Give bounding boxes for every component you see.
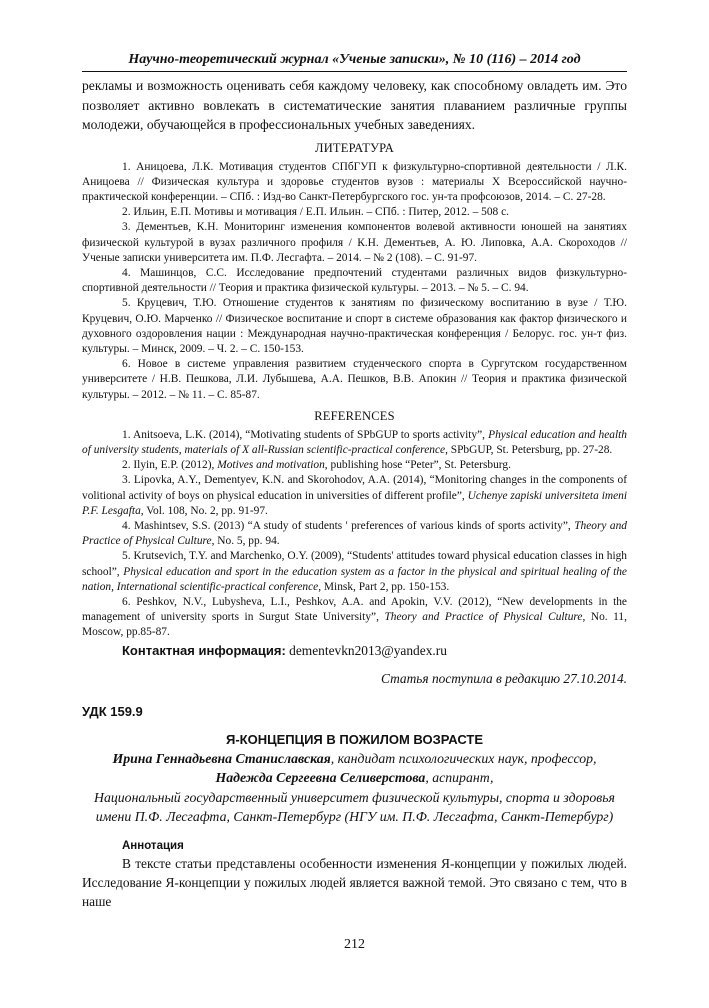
reference-text: , No. 5, pp. 94.: [211, 535, 280, 548]
udk-code: УДК 159.9: [82, 703, 143, 719]
literature-item: 4. Машинцов, С.С. Исследование предпочтений студентами различных видов физкультурно-спортивной деятельности // Теория и практика физической культуры. – 2013. – № 5. – С. 94.: [82, 266, 627, 295]
literature-item: 3. Дементьев, К.Н. Мониторинг изменения компонентов волевой активности юношей на занятиях физической культурой в вузах различного профиля / К.Н. Дементьев, А. Ю. Липовка, А.А. Скороходов // Ученые записки университета им. П.Ф. Лесгафта. – 2014. – № 2 (108). – С. 91-97.: [82, 221, 627, 264]
received-date: Статья поступила в редакцию 27.10.2014.: [380, 670, 627, 686]
reference-text: 1. Anitsoeva, L.K. (2014), “Motivating students of SPbGUP to sports activity”,: [122, 428, 489, 441]
contact-info: [122, 641, 627, 660]
reference-text: , No. 11, Moscow, pp.85-87.: [82, 611, 627, 639]
reference-item: [82, 428, 627, 458]
reference-source: Physical education and health of university students, materials of X all-Russian scientific-practical conference: [82, 428, 627, 456]
literature-item: 6. Новое в системе управления развитием студенческого спорта в Сургутском государственном университете / Н.В. Пешкова, Л.И. Лубышева, А.А. Пешков, В.В. Апокин // Теория и практика физической культуры. – 2012. – № 11. – С. 85-87.: [82, 358, 627, 401]
article-title: Я-КОНЦЕПЦИЯ В ПОЖИЛОМ ВОЗРАСТЕ: [225, 731, 484, 747]
references-heading: REFERENCES: [314, 408, 395, 423]
reference-text: 6. Peshkov, N.V., Lubysheva, L.I., Peshkov, A.A. and Apokin, V.V. (2012), “New developments in the management of university sports in Surgut State University”,: [82, 595, 627, 624]
reference-text: , publishing hose “Peter”, St. Petersburg.: [324, 459, 511, 472]
annotation-text: В тексте статьи представлены особенности изменения Я-концепции у пожилых людей. Исследование Я-концепции у пожилых людей является важной темой. Это связано с тем, что в наше: [82, 855, 627, 909]
author-name: Ирина Геннадьевна Станиславская: [112, 750, 331, 766]
author-line-1: [82, 749, 627, 769]
reference-source: Uchenye zapiski universiteta imeni P.F. Lesgafta: [82, 489, 628, 517]
literature-item: 2. Ильин, Е.П. Мотивы и мотивация / Е.П. Ильин. – СПб. : Питер, 2012. – 508 с.: [122, 206, 509, 219]
author-role: , аспирант,: [425, 770, 494, 786]
literature-heading: ЛИТЕРАТУРА: [315, 140, 394, 155]
reference-item: [82, 519, 627, 549]
contact-email[interactable]: dementevkn2013@yandex.ru: [289, 642, 447, 658]
reference-text: 3. Lipovka, A.Y., Dementyev, K.N. and Skorohodov, A.A. (2014), “Monitoring changes in the components of volitional activity of boys on physical education in universities of different profile”,: [82, 474, 627, 502]
author-line-2: [82, 768, 627, 788]
reference-text: 5. Krutsevich, T.Y. and Marchenko, O.Y. (2009), “Students' attitudes toward physical education classes in high school”,: [82, 550, 627, 578]
page-content: [82, 52, 627, 911]
reference-item: [82, 549, 627, 595]
affiliation: Национальный государственный университет физической культуры, спорта и здоровья имени П.Ф. Лесгафта, Санкт-Петербург (НГУ им. П.Ф. Лесгафта, Санкт-Петербург): [94, 789, 615, 825]
literature-item: 1. Аницоева, Л.К. Мотивация студентов СПбГУП к физкультурно-спортивной деятельности / Л.К. Аницоева // Физическая культура и здоровье студентов вузов : материалы X Всероссийской научно-практической конференции. – СПб. : Изд-во Санкт-Петербургского гос. ун-та профсоюзов, 2014. – С. 27-28.: [82, 160, 627, 203]
reference-text: 2. Ilyin, E.P. (2012),: [122, 459, 218, 472]
reference-item: [82, 595, 627, 641]
page-number: 212: [344, 937, 365, 952]
reference-text: 4. Mashintsev, S.S. (2013) “A study of students ' preferences of various kinds of sports activity”,: [122, 519, 575, 532]
reference-text: , SPbGUP, St. Petersburg, pp. 27-28.: [445, 443, 613, 456]
reference-item: [82, 473, 627, 519]
contact-label: Контактная информация:: [122, 642, 286, 658]
annotation-heading: Аннотация: [122, 839, 184, 852]
reference-text: , Minsk, Part 2, pp. 150-153.: [318, 580, 450, 593]
author-name: Надежда Сергеевна Селиверстова: [215, 770, 426, 786]
journal-header: Научно-теоретический журнал «Ученые записки», № 10 (116) – 2014 год: [82, 52, 627, 72]
reference-source: Physical education and sport in the education system as a factor in the physical and spiritual healing of the nation, International scientific-practical conference: [82, 565, 627, 593]
reference-item: [82, 458, 627, 473]
author-role: , кандидат психологических наук, профессор,: [330, 750, 597, 766]
reference-source: Theory and Practice of Physical Culture: [384, 611, 583, 624]
reference-text: , Vol. 108, No. 2, pp. 91-97.: [140, 504, 268, 517]
reference-source: Motives and motivation: [217, 459, 325, 472]
literature-item: 5. Круцевич, Т.Ю. Отношение студентов к занятиям по физическому воспитанию в вузе / Т.Ю. Круцевич, О.Ю. Марченко // Физическое воспитание и спорт в системе образования как фактор физического и духовного оздоровления нации : Международная научно-практическая конференция / Белорус. гос. ун-т физ. культуры. – Минск, 2009. – Ч. 2. – С. 150-153.: [82, 297, 627, 355]
intro-paragraph: рекламы и возможность оценивать себя каждому человеку, как способному овладеть им. Это позволяет активно вовлекать в систематические занятия плаванием различные группы молодежи, обучающейся в профессиональных учебных заведениях.: [82, 78, 627, 132]
reference-source: Theory and Practice of Physical Culture: [82, 519, 627, 548]
